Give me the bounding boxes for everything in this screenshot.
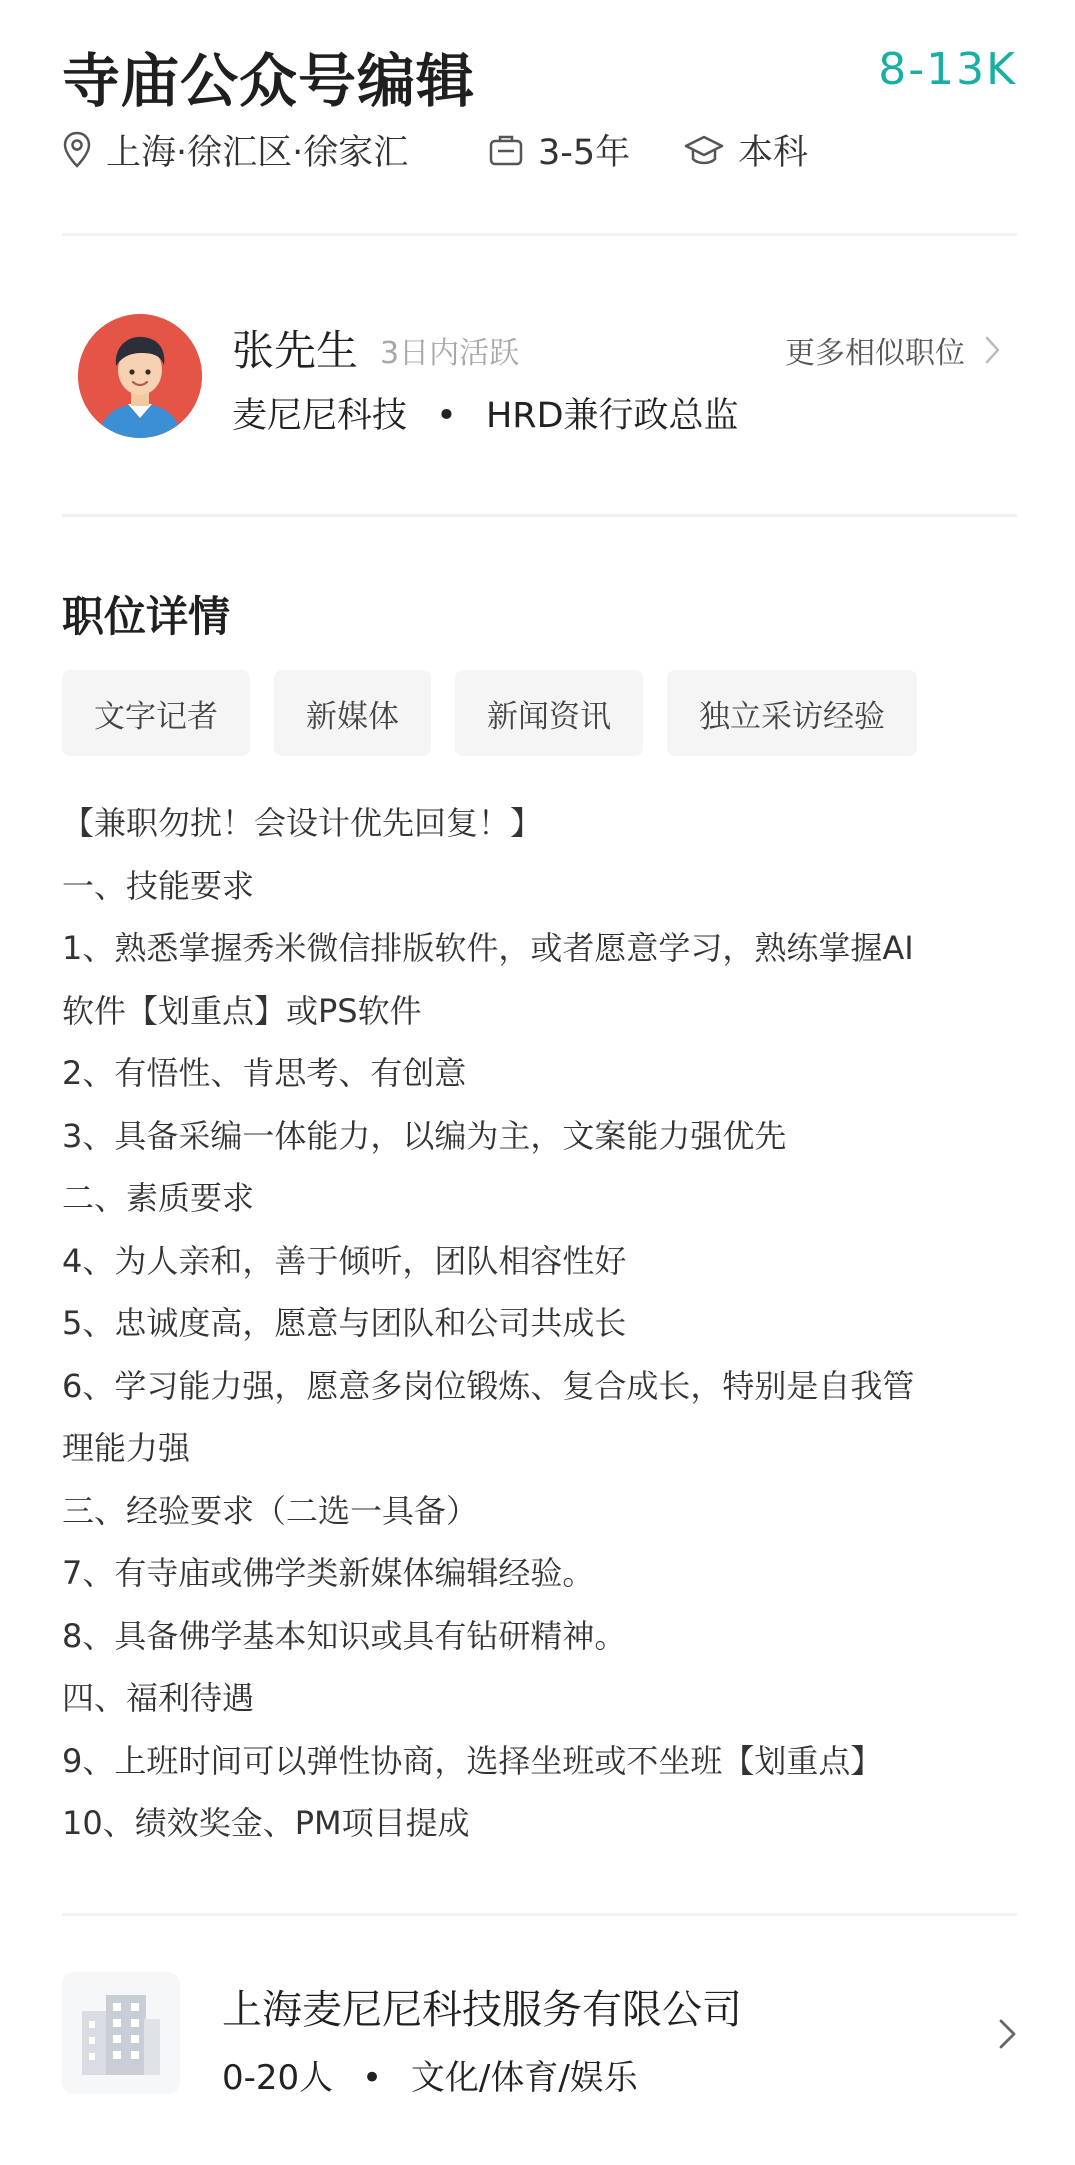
chevron-right-icon xyxy=(979,333,1005,367)
description-line: 三、经验要求（二选一具备） xyxy=(62,1491,479,1530)
recruiter-role: HRD兼行政总监 xyxy=(485,396,739,436)
avatar-illustration xyxy=(78,314,202,438)
location xyxy=(62,126,408,174)
company-logo[interactable] xyxy=(62,1972,180,2094)
description-line: 7、有寺庙或佛学类新媒体编辑经验。 xyxy=(62,1554,595,1592)
experience-text: 3-5年 xyxy=(538,133,631,173)
company-industry: 文化/体育/娱乐 xyxy=(410,2058,638,2098)
description-line: 9、上班时间可以弹性协商，选择坐班或不坐班【划重点】 xyxy=(62,1741,883,1780)
description-line: 理能力强 xyxy=(62,1429,191,1467)
skill-tag: 新媒体 xyxy=(274,670,431,756)
recruiter-avatar[interactable] xyxy=(78,314,202,438)
education xyxy=(684,126,808,174)
description-line: 2、有悟性、肯思考、有创意 xyxy=(62,1054,467,1092)
skill-tag: 独立采访经验 xyxy=(667,670,917,756)
skill-tags xyxy=(62,670,917,756)
recruiter-name: 张先生 xyxy=(232,326,359,375)
company-detail-link[interactable] xyxy=(994,2014,1020,2058)
description-line: 6、学习能力强，愿意多岗位锻炼、复合成长，特别是自我管 xyxy=(62,1366,915,1405)
description-line: 【兼职勿扰！会设计优先回复！】 xyxy=(62,804,543,842)
job-description xyxy=(62,792,1022,1855)
skill-tag: 文字记者 xyxy=(62,670,250,756)
building-icon xyxy=(76,1985,166,2081)
job-title: 寺庙公众号编辑 xyxy=(62,47,476,115)
company-info xyxy=(222,2050,638,2099)
more-similar-jobs-link[interactable] xyxy=(785,328,1005,372)
divider xyxy=(62,1913,1017,1916)
location-text: 上海·徐汇区·徐家汇 xyxy=(106,133,409,173)
active-status: 3日内活跃 xyxy=(380,336,520,371)
description-line: 3、具备采编一体能力，以编为主，文案能力强优先 xyxy=(62,1116,787,1155)
salary-range: 8-13K xyxy=(878,44,1017,95)
skill-tag: 新闻资讯 xyxy=(455,670,643,756)
briefcase-icon xyxy=(488,133,524,167)
section-title: 职位详情 xyxy=(62,592,231,641)
description-line: 四、福利待遇 xyxy=(62,1679,255,1717)
description-line: 5、忠诚度高，愿意与团队和公司共成长 xyxy=(62,1304,627,1342)
divider xyxy=(62,233,1017,236)
description-line: 8、具备佛学基本知识或具有钻研精神。 xyxy=(62,1616,627,1655)
chevron-right-icon xyxy=(994,2014,1020,2054)
separator-dot: • xyxy=(361,2058,383,2098)
education-text: 本科 xyxy=(738,133,809,173)
location-pin-icon xyxy=(62,131,92,169)
description-line: 4、为人亲和，善于倾听，团队相容性好 xyxy=(62,1241,627,1280)
more-similar-jobs-label: 更多相似职位 xyxy=(785,336,965,371)
divider xyxy=(62,514,1017,517)
company-name[interactable]: 上海麦尼尼科技服务有限公司 xyxy=(222,1987,742,2033)
recruiter-company-role xyxy=(232,388,739,438)
company-size: 0-20人 xyxy=(222,2058,334,2098)
description-line: 一、技能要求 xyxy=(62,866,255,905)
recruiter-company: 麦尼尼科技 xyxy=(232,396,408,436)
description-line: 软件【划重点】或PS软件 xyxy=(62,991,422,1030)
experience xyxy=(488,126,630,174)
graduation-cap-icon xyxy=(684,133,724,167)
description-line: 1、熟悉掌握秀米微信排版软件，或者愿意学习，熟练掌握AI xyxy=(62,929,914,967)
description-line: 二、素质要求 xyxy=(62,1179,255,1217)
separator-dot: • xyxy=(436,396,457,436)
description-line: 10、绩效奖金、PM项目提成 xyxy=(62,1804,470,1842)
